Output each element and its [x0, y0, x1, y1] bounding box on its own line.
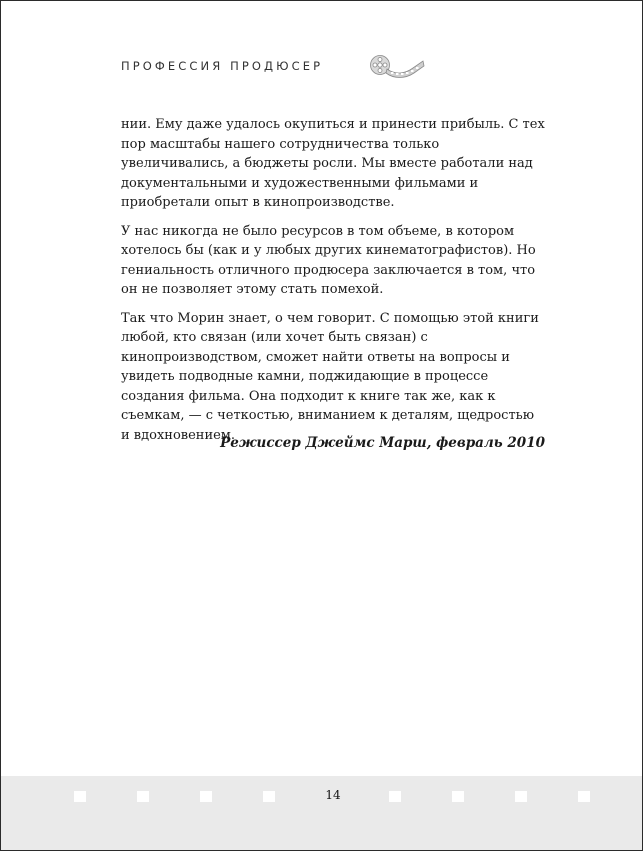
paragraph: У нас никогда не было ресурсов в том объеме, в котором хотелось бы (как и у любых других кинематографистов). Но гениальность отличного продюсера заключается в том, что он не позволяет этому стать помехой. [121, 223, 536, 297]
footer-square-decoration [263, 791, 275, 802]
footer-square-decoration [452, 791, 464, 802]
footer-square-decoration [389, 791, 401, 802]
paragraph: Так что Морин знает, о чем говорит. С помощью этой книги любой, кто связан (или хочет быть связан) с кинопроизводством, сможет найти ответы на вопросы и увидеть подводные камни, поджидающие в процессе создания фильма. Она подходит к книге так же, как к съемкам, — с четкостью, вниманием к деталям, щедростью и вдохновением. [121, 310, 539, 443]
footer-square-decoration [137, 791, 149, 802]
paragraph: нии. Ему даже удалось окупиться и принести прибыль. С тех пор масштабы нашего сотрудничества только увеличивались, а бюджеты росли. Мы вместе работали над документальными и художественными фильмами и приобретали опыт в кинопроизводстве. [121, 117, 545, 210]
author-signature: Режиссер Джеймс Марш, февраль 2010 [220, 435, 545, 451]
footer-square-decoration [578, 791, 590, 802]
footer-square-decoration [200, 791, 212, 802]
main-text [121, 115, 545, 454]
footer-square-decoration [515, 791, 527, 802]
running-head-title: ПРОФЕССИЯ ПРОДЮСЕР [121, 59, 324, 73]
page-number: 14 [325, 788, 341, 802]
page-footer [1, 776, 642, 850]
film-reel-icon [369, 53, 425, 79]
footer-square-decoration [74, 791, 86, 802]
